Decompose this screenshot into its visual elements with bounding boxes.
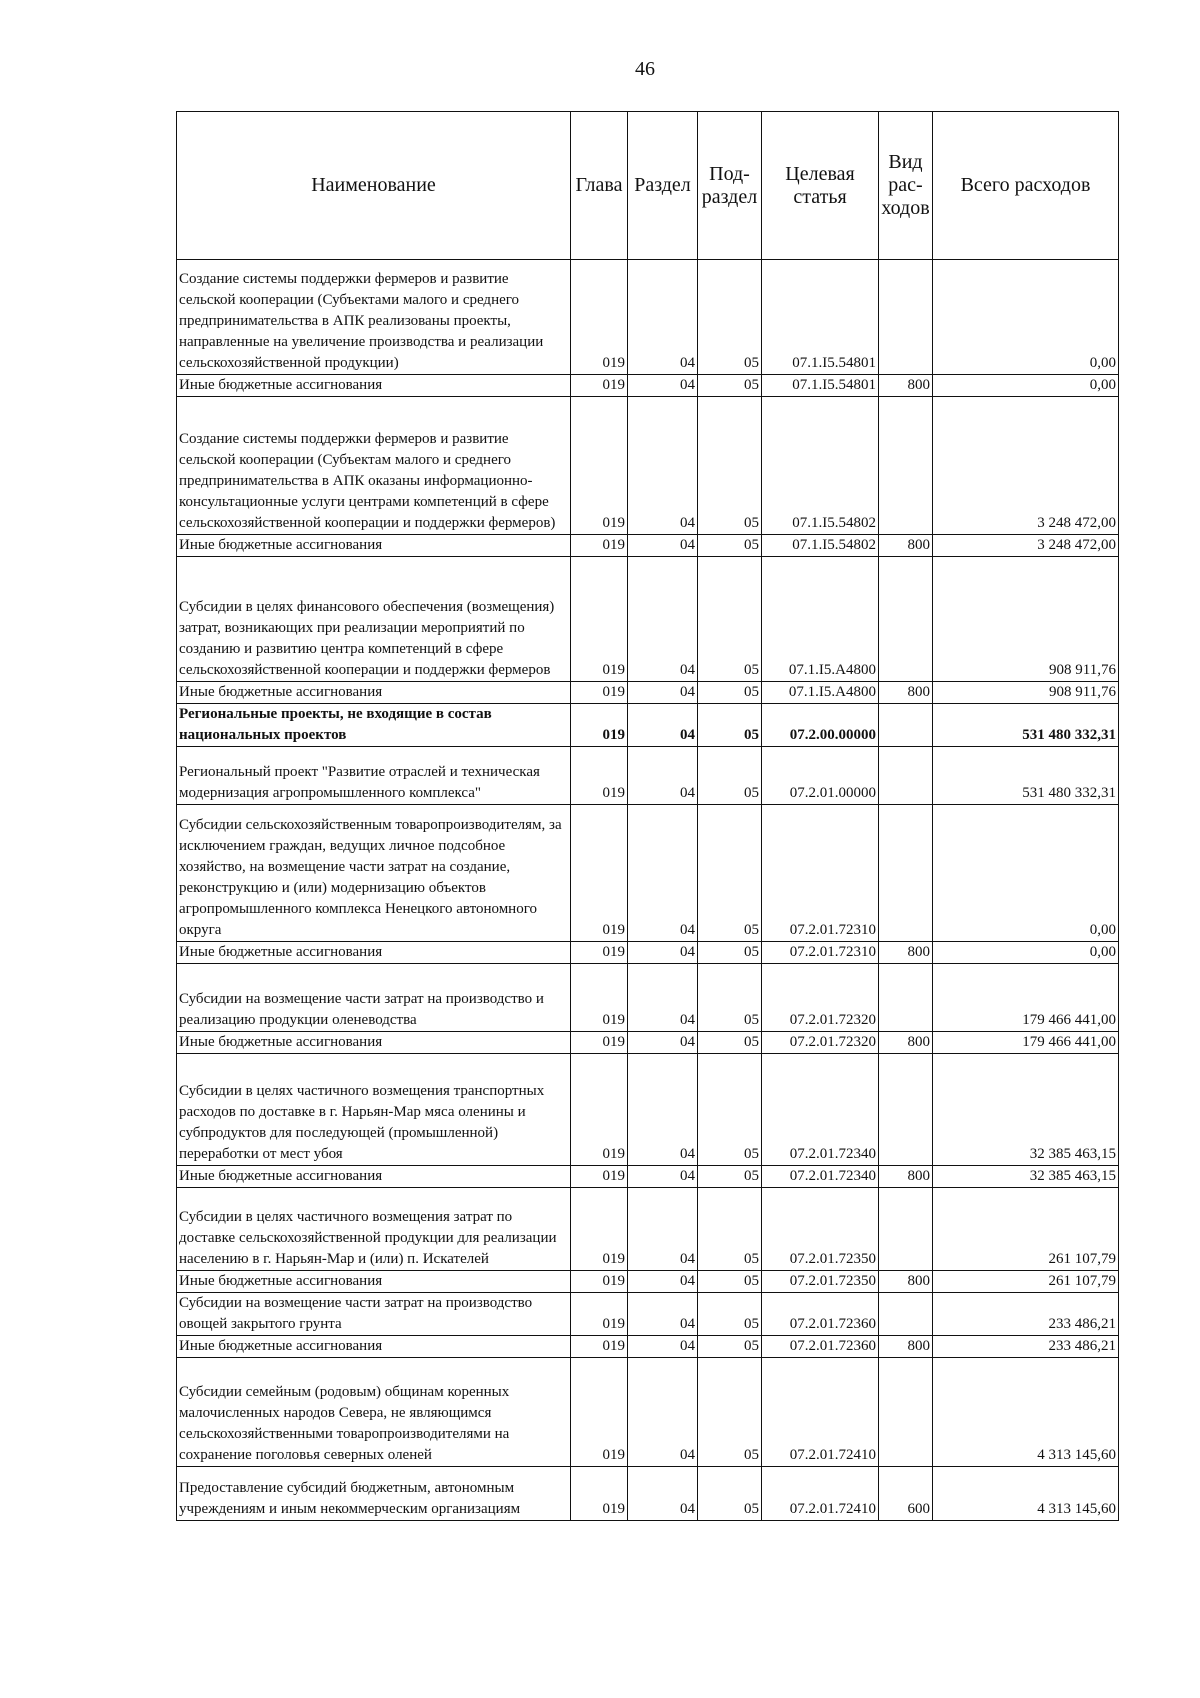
cell-name: Субсидии на возмещение части затрат на производство и реализацию продукции оленеводства [177, 964, 571, 1032]
cell-name: Иные бюджетные ассигнования [177, 1166, 571, 1188]
cell-celevaya: 07.1.I5.A4800 [762, 682, 879, 704]
cell-celevaya: 07.1.I5.54802 [762, 535, 879, 557]
cell-glava: 019 [571, 260, 628, 375]
cell-total: 908 911,76 [933, 682, 1119, 704]
cell-glava: 019 [571, 1293, 628, 1336]
table-row [177, 375, 1119, 397]
budget-table [176, 111, 1119, 1521]
table-row [177, 805, 1119, 942]
cell-vid: 800 [879, 535, 933, 557]
cell-vid [879, 1188, 933, 1271]
cell-glava: 019 [571, 397, 628, 535]
cell-razdel: 04 [628, 704, 698, 747]
table-row [177, 397, 1119, 535]
cell-vid [879, 747, 933, 805]
cell-glava: 019 [571, 1166, 628, 1188]
header-row [177, 112, 1119, 260]
cell-vid: 800 [879, 375, 933, 397]
cell-vid: 800 [879, 682, 933, 704]
cell-glava: 019 [571, 964, 628, 1032]
cell-total: 179 466 441,00 [933, 964, 1119, 1032]
table-row [177, 1358, 1119, 1467]
cell-vid [879, 1293, 933, 1336]
cell-celevaya: 07.2.01.72310 [762, 805, 879, 942]
cell-razdel: 04 [628, 682, 698, 704]
cell-vid [879, 805, 933, 942]
cell-razdel: 04 [628, 942, 698, 964]
cell-vid [879, 260, 933, 375]
table-row [177, 1054, 1119, 1166]
cell-podrazdel: 05 [698, 397, 762, 535]
cell-name: Создание системы поддержки фермеров и развитие сельской кооперации (Субъектами малого и среднего предпринимательства в АПК реализованы проекты, направленные на увеличение производства и реализации сельскохозяйственной продукции) [177, 260, 571, 375]
header-glava: Глава [571, 112, 628, 260]
cell-celevaya: 07.2.01.72310 [762, 942, 879, 964]
cell-glava: 019 [571, 1271, 628, 1293]
cell-podrazdel: 05 [698, 1032, 762, 1054]
table-row [177, 1032, 1119, 1054]
cell-celevaya: 07.2.01.72340 [762, 1054, 879, 1166]
cell-podrazdel: 05 [698, 1166, 762, 1188]
cell-podrazdel: 05 [698, 375, 762, 397]
cell-razdel: 04 [628, 805, 698, 942]
cell-name: Субсидии в целях частичного возмещения транспортных расходов по доставке в г. Нарьян-Мар мяса оленины и субпродуктов для последующей (промышленной) переработки от мест убоя [177, 1054, 571, 1166]
cell-podrazdel: 05 [698, 1358, 762, 1467]
table-row [177, 1188, 1119, 1271]
cell-celevaya: 07.2.01.00000 [762, 747, 879, 805]
cell-total: 531 480 332,31 [933, 704, 1119, 747]
table-body [177, 260, 1119, 1521]
cell-name: Субсидии семейным (родовым) общинам коренных малочисленных народов Севера, не являющимся сельскохозяйственными товаропроизводителями на сохранение поголовья северных оленей [177, 1358, 571, 1467]
cell-name: Предоставление субсидий бюджетным, автономным учреждениям и иным некоммерческим организациям [177, 1467, 571, 1521]
cell-total: 261 107,79 [933, 1188, 1119, 1271]
header-celevaya-statya: Целевая статья [762, 112, 879, 260]
cell-glava: 019 [571, 805, 628, 942]
cell-glava: 019 [571, 1358, 628, 1467]
cell-razdel: 04 [628, 1054, 698, 1166]
cell-razdel: 04 [628, 964, 698, 1032]
cell-name: Иные бюджетные ассигнования [177, 535, 571, 557]
cell-vid: 800 [879, 1166, 933, 1188]
cell-vid [879, 1054, 933, 1166]
cell-vid: 600 [879, 1467, 933, 1521]
cell-podrazdel: 05 [698, 260, 762, 375]
cell-podrazdel: 05 [698, 704, 762, 747]
cell-razdel: 04 [628, 557, 698, 682]
cell-podrazdel: 05 [698, 1188, 762, 1271]
cell-podrazdel: 05 [698, 805, 762, 942]
cell-razdel: 04 [628, 375, 698, 397]
cell-celevaya: 07.2.01.72320 [762, 1032, 879, 1054]
header-podrazdel: Под- раздел [698, 112, 762, 260]
cell-name: Субсидии в целях частичного возмещения затрат по доставке сельскохозяйственной продукции для реализации населению в г. Нарьян-Мар и (или) п. Искателей [177, 1188, 571, 1271]
cell-glava: 019 [571, 1054, 628, 1166]
cell-total: 0,00 [933, 942, 1119, 964]
cell-vid [879, 397, 933, 535]
cell-razdel: 04 [628, 1467, 698, 1521]
table-row [177, 557, 1119, 682]
cell-vid: 800 [879, 942, 933, 964]
cell-podrazdel: 05 [698, 557, 762, 682]
cell-razdel: 04 [628, 397, 698, 535]
cell-glava: 019 [571, 1032, 628, 1054]
cell-glava: 019 [571, 557, 628, 682]
cell-glava: 019 [571, 704, 628, 747]
cell-glava: 019 [571, 682, 628, 704]
cell-total: 4 313 145,60 [933, 1358, 1119, 1467]
cell-total: 0,00 [933, 260, 1119, 375]
cell-vid: 800 [879, 1271, 933, 1293]
cell-razdel: 04 [628, 1358, 698, 1467]
cell-podrazdel: 05 [698, 1054, 762, 1166]
cell-name: Иные бюджетные ассигнования [177, 1032, 571, 1054]
cell-razdel: 04 [628, 1293, 698, 1336]
cell-name: Создание системы поддержки фермеров и развитие сельской кооперации (Субъектам малого и среднего предпринимательства в АПК оказаны информационно-консультационные услуги центрами компетенций в сфере сельскохозяйственной кооперации и поддержки фермеров) [177, 397, 571, 535]
header-razdel: Раздел [628, 112, 698, 260]
cell-name: Иные бюджетные ассигнования [177, 682, 571, 704]
cell-glava: 019 [571, 747, 628, 805]
cell-total: 0,00 [933, 805, 1119, 942]
cell-celevaya: 07.2.01.72360 [762, 1336, 879, 1358]
cell-celevaya: 07.1.I5.A4800 [762, 557, 879, 682]
cell-name: Иные бюджетные ассигнования [177, 1271, 571, 1293]
page-number: 46 [635, 58, 655, 80]
cell-name: Иные бюджетные ассигнования [177, 1336, 571, 1358]
cell-total: 3 248 472,00 [933, 535, 1119, 557]
cell-celevaya: 07.2.00.00000 [762, 704, 879, 747]
cell-celevaya: 07.1.I5.54801 [762, 375, 879, 397]
cell-vid [879, 704, 933, 747]
cell-glava: 019 [571, 1467, 628, 1521]
table-row [177, 535, 1119, 557]
table-row [177, 1467, 1119, 1521]
cell-name: Субсидии на возмещение части затрат на производство овощей закрытого грунта [177, 1293, 571, 1336]
cell-podrazdel: 05 [698, 942, 762, 964]
cell-celevaya: 07.2.01.72340 [762, 1166, 879, 1188]
cell-glava: 019 [571, 375, 628, 397]
cell-podrazdel: 05 [698, 682, 762, 704]
cell-podrazdel: 05 [698, 1271, 762, 1293]
header-vsego-rashodov: Всего расходов [933, 112, 1119, 260]
cell-podrazdel: 05 [698, 1336, 762, 1358]
cell-total: 3 248 472,00 [933, 397, 1119, 535]
cell-razdel: 04 [628, 747, 698, 805]
table-row [177, 942, 1119, 964]
cell-razdel: 04 [628, 535, 698, 557]
cell-name: Региональные проекты, не входящие в состав национальных проектов [177, 704, 571, 747]
header-vid-rashodov: Вид рас- ходов [879, 112, 933, 260]
cell-total: 4 313 145,60 [933, 1467, 1119, 1521]
cell-podrazdel: 05 [698, 964, 762, 1032]
cell-name: Иные бюджетные ассигнования [177, 942, 571, 964]
cell-total: 32 385 463,15 [933, 1054, 1119, 1166]
cell-celevaya: 07.1.I5.54802 [762, 397, 879, 535]
budget-table-container [176, 111, 1118, 1521]
table-row [177, 1293, 1119, 1336]
cell-vid: 800 [879, 1336, 933, 1358]
cell-razdel: 04 [628, 1336, 698, 1358]
cell-podrazdel: 05 [698, 747, 762, 805]
table-row [177, 704, 1119, 747]
cell-glava: 019 [571, 1336, 628, 1358]
cell-total: 233 486,21 [933, 1293, 1119, 1336]
cell-vid [879, 1358, 933, 1467]
cell-podrazdel: 05 [698, 535, 762, 557]
cell-total: 261 107,79 [933, 1271, 1119, 1293]
cell-total: 0,00 [933, 375, 1119, 397]
cell-name: Субсидии в целях финансового обеспечения (возмещения) затрат, возникающих при реализации мероприятий по созданию и развитию центра компетенций в сфере сельскохозяйственной кооперации и поддержки фермеров [177, 557, 571, 682]
cell-celevaya: 07.2.01.72410 [762, 1467, 879, 1521]
table-row [177, 682, 1119, 704]
header-name: Наименование [177, 112, 571, 260]
cell-total: 179 466 441,00 [933, 1032, 1119, 1054]
cell-celevaya: 07.2.01.72320 [762, 964, 879, 1032]
cell-glava: 019 [571, 1188, 628, 1271]
cell-razdel: 04 [628, 260, 698, 375]
cell-name: Субсидии сельскохозяйственным товаропроизводителям, за исключением граждан, ведущих личное подсобное хозяйство, на возмещение части затрат на создание, реконструкцию и (или) модернизацию объектов агропромышленного комплекса Ненецкого автономного округа [177, 805, 571, 942]
cell-celevaya: 07.1.I5.54801 [762, 260, 879, 375]
cell-total: 233 486,21 [933, 1336, 1119, 1358]
cell-name: Региональный проект "Развитие отраслей и техническая модернизация агропромышленного комплекса" [177, 747, 571, 805]
cell-glava: 019 [571, 942, 628, 964]
cell-razdel: 04 [628, 1271, 698, 1293]
cell-glava: 019 [571, 535, 628, 557]
cell-celevaya: 07.2.01.72410 [762, 1358, 879, 1467]
cell-vid [879, 964, 933, 1032]
cell-razdel: 04 [628, 1032, 698, 1054]
cell-podrazdel: 05 [698, 1293, 762, 1336]
cell-total: 908 911,76 [933, 557, 1119, 682]
table-row [177, 747, 1119, 805]
cell-celevaya: 07.2.01.72360 [762, 1293, 879, 1336]
cell-celevaya: 07.2.01.72350 [762, 1188, 879, 1271]
cell-vid [879, 557, 933, 682]
cell-name: Иные бюджетные ассигнования [177, 375, 571, 397]
cell-total: 531 480 332,31 [933, 747, 1119, 805]
table-row [177, 964, 1119, 1032]
table-row [177, 1271, 1119, 1293]
table-row [177, 260, 1119, 375]
cell-razdel: 04 [628, 1166, 698, 1188]
cell-vid: 800 [879, 1032, 933, 1054]
table-row [177, 1336, 1119, 1358]
cell-total: 32 385 463,15 [933, 1166, 1119, 1188]
cell-podrazdel: 05 [698, 1467, 762, 1521]
table-row [177, 1166, 1119, 1188]
cell-celevaya: 07.2.01.72350 [762, 1271, 879, 1293]
cell-razdel: 04 [628, 1188, 698, 1271]
